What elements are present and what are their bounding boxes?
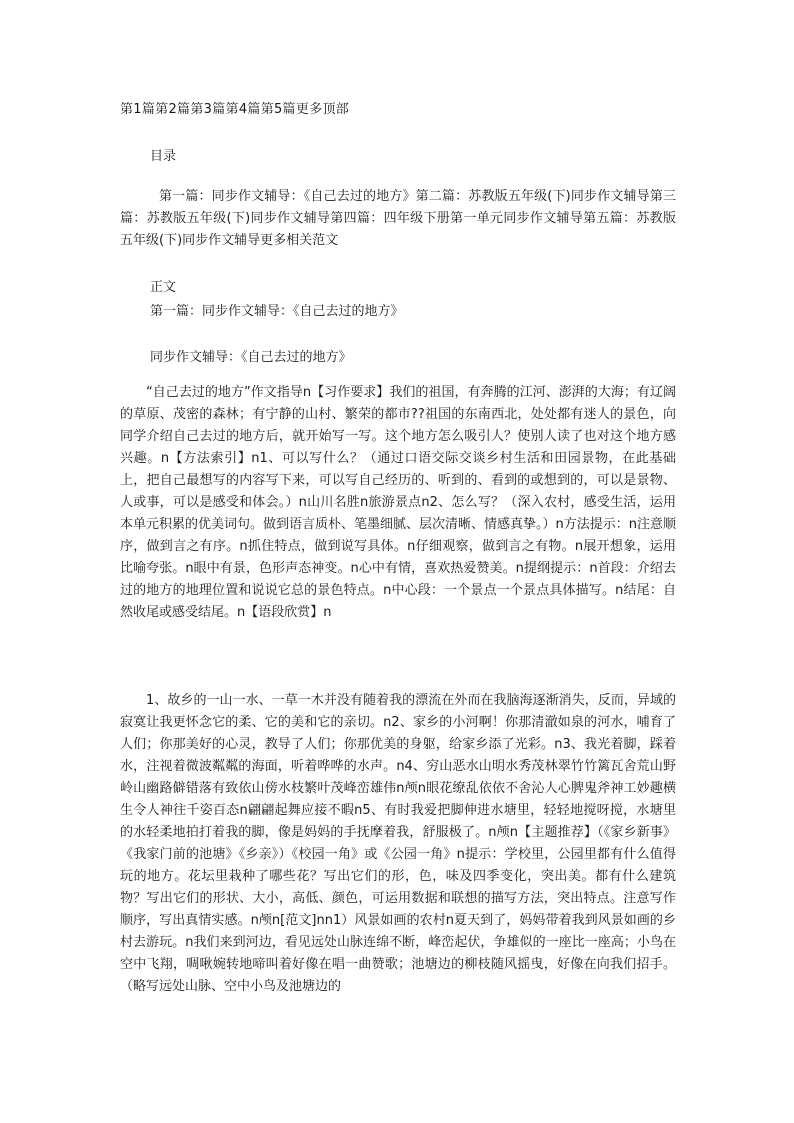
nav-link-article-1[interactable]: 第1篇 <box>120 102 156 117</box>
section-title: 第一篇：同步作文辅导：《自己去过的地方》 <box>150 304 404 319</box>
toc-text: 第一篇：同步作文辅导：《自己去过的地方》第二篇：苏教版五年级(下)同步作文辅导第三篇：苏教版五年级(下)同步作文辅导第四篇：四年级下册第一单元同步作文辅导第五篇：苏教版五年级(下)同步作文辅导更多相关范文 <box>120 189 676 248</box>
paragraph-writing-guide: “自己去过的地方”作文指导n【习作要求】我们的祖国，有奔腾的江河、澎湃的大海；有辽阔的草原、茂密的森林；有宁静的山村、繁荣的都市??祖国的东南西北，处处都有迷人的景色，向同学介绍自己去过的地方后，就开始写一写。这个地方怎么吸引人？使别人读了也对这个地方感兴趣。n【方法索引】n1、可以写什么？（通过口语交际交谈乡村生活和田园景物，在此基础上，把自己最想写的内容写下来，可以写自己经历的、听到的、看到的或想到的，可以是景物、人或事，可以是感受和体会。）n山川名胜n旅游景点n2、怎么写？（深入农村，感受生活，运用本单元积累的优美词句。做到语言质朴、笔墨细腻、层次清晰、情感真挚。）n方法提示：n注意顺序，做到言之有序。n抓住特点，做到说写具体。n仔细观察，做到言之有物。n展开想象，运用比喻夸张。n眼中有景，色形声态神变。n心中有情，喜欢热爱赞美。n提纲提示：n首段：介绍去过的地方的地理位置和说说它总的景色特点。n中心段：一个景点一个景点具体描写。n结尾：自然收尾或感受结尾。n【语段欣赏】n <box>120 385 676 620</box>
body-heading: 正文 <box>150 280 177 295</box>
top-navigation <box>120 98 349 117</box>
toc-heading: 目录 <box>150 149 177 164</box>
nav-link-article-4[interactable]: 第4篇 <box>225 102 261 117</box>
nav-link-more[interactable]: 更多 <box>295 102 323 117</box>
paragraph-excerpts: 1、故乡的一山一水、一草一木并没有随着我的漂流在外而在我脑海逐渐消失，反而，异域的寂寞让我更怀念它的柔、它的美和它的亲切。n2、家乡的小河啊！你那清澈如泉的河水，哺育了人们；你那美好的心灵，教导了人们；你那优美的身躯，给家乡添了光彩。n3、我光着脚，踩着水，注视着微波粼粼的海面，听着哗哗的水声。n4、穷山恶水山明水秀茂林翠竹竹篱瓦舍荒山野岭山幽路僻错落有致依山傍水枝繁叶茂峰峦雄伟n颅n眼花缭乱依依不舍沁人心脾鬼斧神工妙趣横生令人神往千姿百态n翩翩起舞应接不暇n5、有时我爱把脚伸进水塘里，轻轻地搅呀搅，水塘里的水轻柔地拍打着我的脚，像是妈妈的手抚摩着我，舒服极了。n颅n【主题推荐】（《家乡新事》《我家门前的池塘》《乡亲》）《校园一角》或《公园一角》n提示：学校里，公园里都有什么值得玩的地方。花坛里栽种了哪些花？写出它们的形，色，味及四季变化，突出美。都有什么建筑物？写出它们的形状、大小，高低、颜色，可运用数据和联想的描写方法，突出特点。注意写作顺序，写出真情实感。n颅n[范文]nn1）风景如画的农村n夏天到了，妈妈带着我到风景如画的乡村去游玩。n我们来到河边，看见远处山脉连绵不断，峰峦起伏，争雄似的一座比一座高；小鸟在空中飞翔，啁啾婉转地啼叫着好像在唱一曲赞歌；池塘边的柳枝随风摇曳，好像在向我们招手。（略写远处山脉、空中小鸟及池塘边的 <box>120 693 676 994</box>
nav-link-article-5[interactable]: 第5篇 <box>260 102 296 117</box>
nav-link-top[interactable]: 顶部 <box>322 102 350 117</box>
nav-link-article-2[interactable]: 第2篇 <box>155 102 191 117</box>
nav-link-article-3[interactable]: 第3篇 <box>190 102 226 117</box>
article-subtitle: 同步作文辅导：《自己去过的地方》 <box>150 350 352 365</box>
